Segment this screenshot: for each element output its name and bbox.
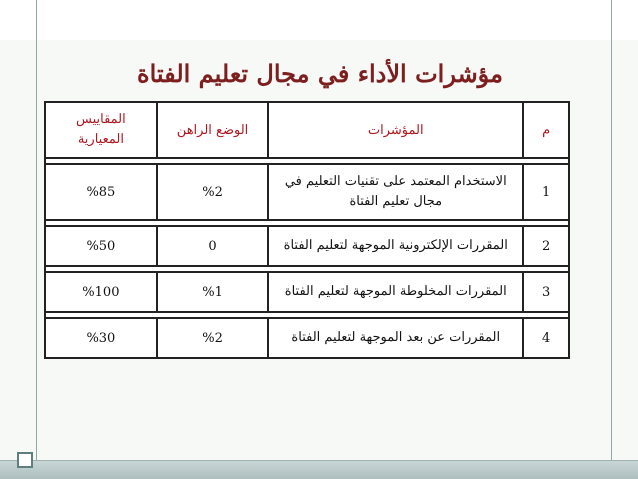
row-current-status-value: 0 [208, 238, 217, 254]
slide-footer-square [17, 452, 33, 468]
row-standard-value: %85 [86, 184, 116, 200]
slide-title: مؤشرات الأداء في مجال تعليم الفتاة [137, 59, 503, 88]
table-row [45, 226, 569, 266]
table-header-row [45, 102, 569, 158]
row-indicator [268, 226, 523, 266]
header-standard-text: المقاييس المعيارية [76, 112, 126, 147]
row-indicator [268, 164, 523, 220]
row-indicator-text: المقررات المخلوطة الموجهة لتعليم الفتاة [284, 284, 507, 299]
row-current-status [157, 226, 269, 266]
table-row [45, 164, 569, 220]
row-standard [45, 318, 157, 358]
row-indicator [268, 318, 523, 358]
row-indicator-text: المقررات عن بعد الموجهة لتعليم الفتاة [291, 330, 501, 345]
row-standard-value: %30 [86, 330, 116, 346]
row-current-status-value: %1 [202, 284, 223, 300]
row-standard-value: %100 [82, 284, 120, 300]
row-current-status-value: %2 [202, 184, 223, 200]
table-row [45, 272, 569, 312]
slide-frame-left-line [36, 0, 37, 479]
row-standard [45, 226, 157, 266]
indicators-table [44, 101, 570, 359]
row-standard [45, 272, 157, 312]
row-indicator-text: المقررات الإلكترونية الموجهة لتعليم الفتاة [283, 238, 508, 253]
row-current-status [157, 164, 269, 220]
row-number: 1 [523, 164, 569, 220]
row-standard [45, 164, 157, 220]
slide-frame-right-line [611, 0, 612, 479]
slide-footer-bar [0, 460, 638, 479]
slide-top-band [0, 0, 638, 40]
row-indicator [268, 272, 523, 312]
table-row [45, 318, 569, 358]
row-standard-value: %50 [86, 238, 116, 254]
header-standard [45, 102, 157, 158]
header-current-status: الوضع الراهن [157, 102, 269, 158]
row-number: 3 [523, 272, 569, 312]
row-number: 4 [523, 318, 569, 358]
row-indicator-text: الاستخدام المعتمد على تقنيات التعليم في مجال تعليم الفتاة [284, 174, 507, 209]
row-current-status [157, 272, 269, 312]
row-current-status-value: %2 [202, 330, 223, 346]
header-indicators: المؤشرات [268, 102, 523, 158]
row-number: 2 [523, 226, 569, 266]
header-number: م [523, 102, 569, 158]
row-current-status [157, 318, 269, 358]
